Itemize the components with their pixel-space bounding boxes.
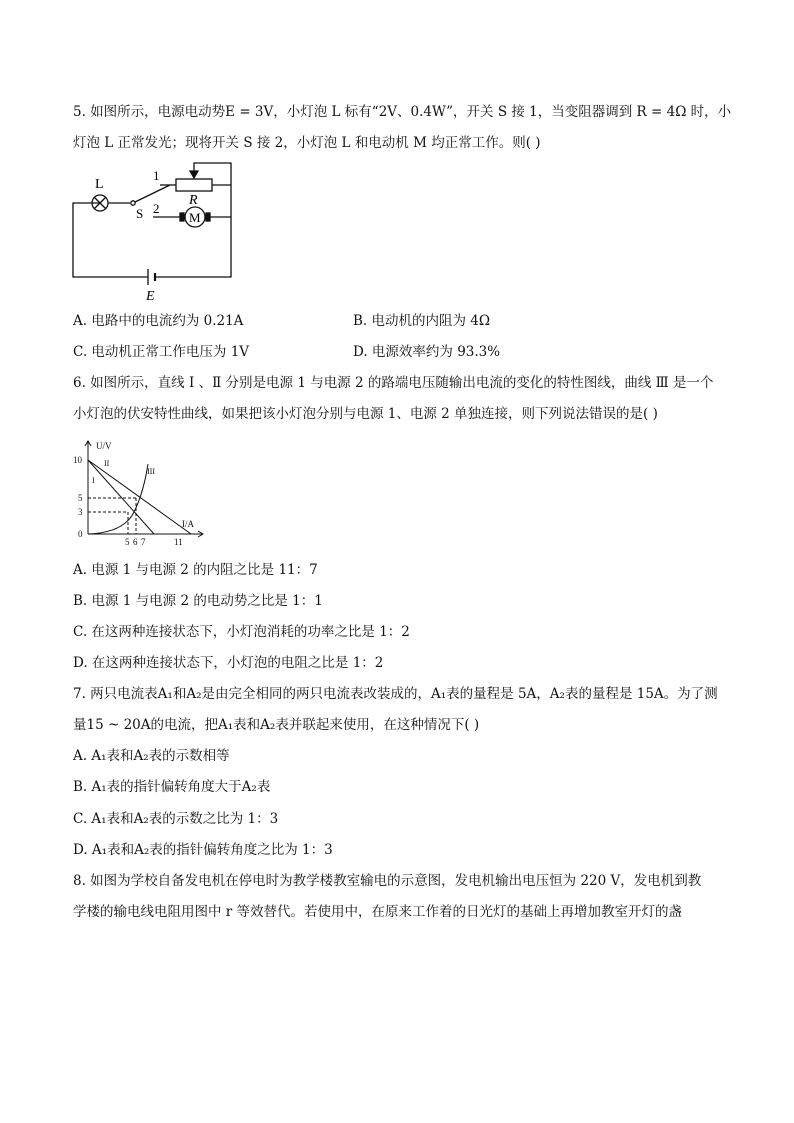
x-axis-label: I/A — [182, 519, 194, 529]
curve-label-iii: III — [147, 467, 155, 476]
q6-iv-graph — [70, 438, 210, 546]
q5-circuit-diagram — [60, 155, 250, 305]
q6-option-c: C. 在这两种连接状态下，小灯泡消耗的功率之比是 1：2 — [73, 624, 410, 640]
q7-option-a: A. A₁表和A₂表的示数相等 — [73, 748, 230, 764]
q6-stem-line2: 小灯泡的伏安特性曲线，如果把该小灯泡分别与电源 1、电源 2 单独连接，则下列说法错误的是( ) — [73, 406, 658, 422]
switch-label: S — [136, 206, 144, 221]
y-tick-5: 5 — [78, 493, 83, 503]
q5-option-d: D. 电源效率约为 93.3% — [353, 344, 501, 360]
x-tick-11: 11 — [174, 537, 183, 546]
switch-contact-1-label: 1 — [153, 168, 160, 183]
y-axis-label: U/V — [96, 441, 112, 451]
q6-option-d: D. 在这两种连接状态下，小灯泡的电阻之比是 1：2 — [73, 655, 384, 671]
emf-label: E — [146, 289, 155, 304]
curve-label-ii: II — [104, 459, 110, 468]
q6-option-a: A. 电源 1 与电源 2 的内阻之比是 11：7 — [73, 562, 318, 578]
x-tick-6: 6 — [133, 537, 138, 546]
y-tick-10: 10 — [73, 455, 82, 465]
rheostat-label: R — [189, 193, 198, 208]
q5-option-c: C. 电动机正常工作电压为 1V — [73, 344, 250, 360]
q5-stem-line2: 灯泡 L 正常发光；现将开关 S 接 2，小灯泡 L 和电动机 M 均正常工作。则( ) — [73, 135, 541, 151]
q5-option-b: B. 电动机的内阻为 4Ω — [353, 313, 491, 329]
switch-contact-2-label: 2 — [153, 201, 160, 216]
curve-label-i: I — [92, 476, 95, 485]
q8-stem-line2: 学楼的输电线电阻用图中 r 等效替代。若使用中，在原来工作着的日光灯的基础上再增加教室开灯的盏 — [73, 904, 683, 920]
q6-stem-line1: 6. 如图所示，直线 Ⅰ 、Ⅱ 分别是电源 1 与电源 2 的路端电压随输出电流的变化的特性图线，曲线 Ⅲ 是一个 — [73, 375, 714, 391]
q8-stem-line1: 8. 如图为学校自备发电机在停电时为教学楼教室输电的示意图，发电机输出电压恒为 220 V，发电机到教 — [73, 873, 702, 889]
q5-option-a: A. 电路中的电流约为 0.21A — [73, 313, 244, 329]
motor-label: M — [189, 210, 201, 225]
q7-option-d: D. A₁表和A₂表的指针偏转角度之比为 1：3 — [73, 842, 333, 858]
q6-option-b: B. 电源 1 与电源 2 的电动势之比是 1：1 — [73, 593, 323, 609]
q7-option-b: B. A₁表的指针偏转角度大于A₂表 — [73, 779, 271, 795]
lamp-label: L — [95, 177, 104, 192]
x-tick-7: 7 — [141, 537, 146, 546]
q5-stem-line1: 5. 如图所示，电源电动势E = 3V，小灯泡 L 标有“2V、0.4W”，开关 S 接 1，当变阻器调到 R = 4Ω 时，小 — [73, 104, 732, 120]
x-tick-5: 5 — [125, 537, 130, 546]
q7-stem-line2: 量15 ~ 20A的电流，把A₁表和A₂表并联起来使用，在这种情况下( ) — [73, 717, 480, 733]
y-tick-3: 3 — [78, 507, 83, 517]
q7-stem-line1: 7. 两只电流表A₁和A₂是由完全相同的两只电流表改装成的，A₁表的量程是 5A，A₂表的量程是 15A。为了测 — [73, 686, 718, 702]
y-tick-0: 0 — [78, 529, 83, 539]
q7-option-c: C. A₁表和A₂表的示数之比为 1：3 — [73, 811, 279, 827]
